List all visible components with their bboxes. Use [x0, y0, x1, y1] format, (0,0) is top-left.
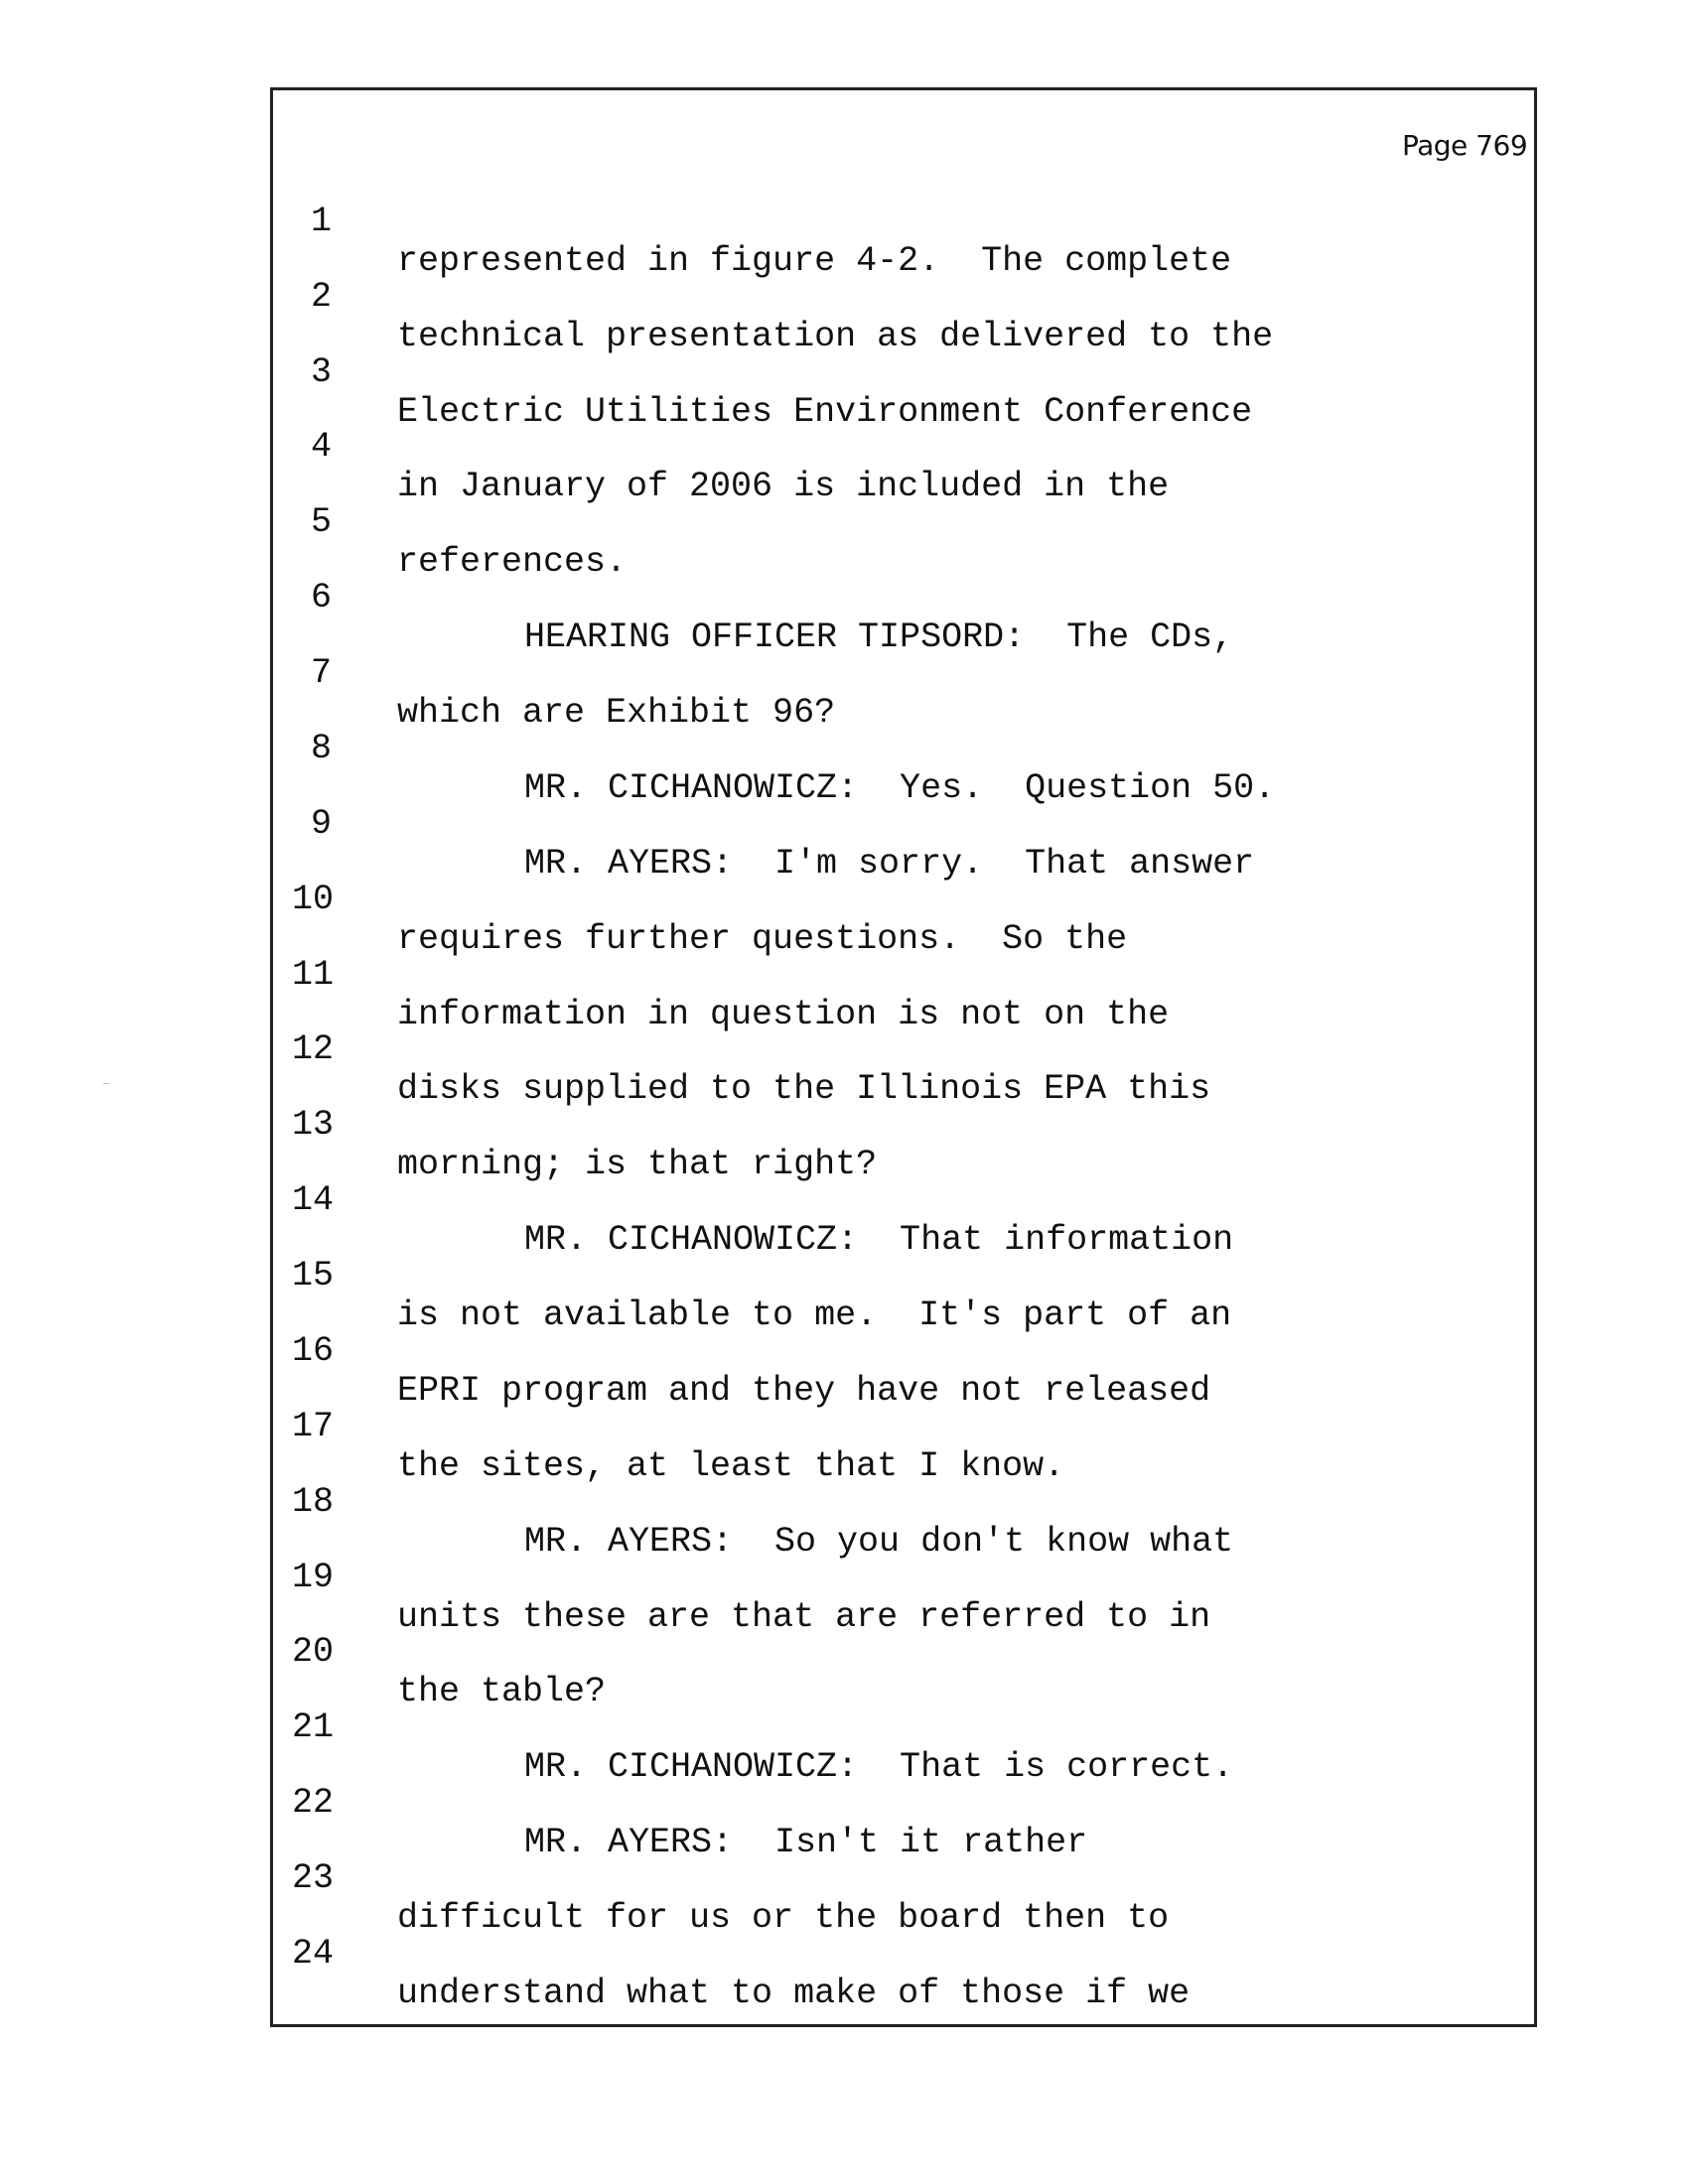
line-number: 23: [292, 1858, 335, 1898]
line-number: 13: [292, 1105, 335, 1145]
line-text: which are Exhibit 96?: [397, 693, 836, 733]
line-text: understand what to make of those if we: [397, 1974, 1191, 2013]
line-text: MR. AYERS: Isn't it rather: [524, 1823, 1088, 1862]
line-number: 11: [292, 955, 335, 995]
line-number: 14: [292, 1180, 335, 1220]
line-text: represented in figure 4-2. The complete: [397, 241, 1232, 281]
transcript-line: [0, 162, 1232, 281]
line-text: morning; is that right?: [397, 1145, 878, 1184]
line-text: information in question is not on the: [397, 995, 1170, 1034]
line-text: technical presentation as delivered to the: [397, 317, 1274, 356]
line-number: 21: [292, 1707, 335, 1747]
line-text: in January of 2006 is included in the: [397, 467, 1170, 506]
line-text: requires further questions. So the: [397, 919, 1128, 959]
line-number: 7: [310, 653, 332, 693]
line-text: difficult for us or the board then to: [397, 1898, 1170, 1938]
transcript-line: [0, 463, 628, 582]
line-text: MR. AYERS: I'm sorry. That answer: [524, 844, 1255, 884]
line-number: 5: [310, 502, 332, 542]
line-text: the table?: [397, 1672, 607, 1711]
line-number: 1: [310, 202, 332, 241]
line-number: 16: [292, 1331, 335, 1371]
line-text: HEARING OFFICER TIPSORD: The CDs,: [524, 617, 1234, 657]
line-text: MR. AYERS: So you don't know what: [524, 1522, 1234, 1562]
line-number: 4: [310, 427, 332, 467]
line-text: the sites, at least that I know.: [397, 1446, 1065, 1486]
line-number: 15: [292, 1256, 335, 1296]
transcript-line: [0, 1592, 607, 1711]
transcript-page-frame: [270, 87, 1537, 2027]
line-text: EPRI program and they have not released: [397, 1371, 1211, 1411]
line-number: 2: [310, 277, 332, 317]
line-number: 17: [292, 1407, 335, 1446]
line-number: 19: [292, 1558, 335, 1597]
line-number: 8: [310, 729, 332, 768]
line-text: references.: [397, 542, 628, 582]
line-text: MR. CICHANOWICZ: Yes. Question 50.: [524, 768, 1276, 808]
line-number: 3: [310, 352, 332, 392]
line-text: MR. CICHANOWICZ: That information: [524, 1220, 1234, 1260]
line-text: is not available to me. It's part of an: [397, 1296, 1232, 1335]
line-number: 24: [292, 1934, 335, 1974]
line-text: MR. CICHANOWICZ: That is correct.: [524, 1747, 1234, 1787]
line-number: 20: [292, 1632, 335, 1672]
line-number: 10: [292, 880, 335, 919]
line-number: 18: [292, 1482, 335, 1522]
scan-artifact-mark: [103, 1083, 109, 1084]
line-number: 6: [310, 578, 332, 617]
line-number: 12: [292, 1029, 335, 1069]
line-number: 9: [310, 804, 332, 844]
transcript-line: [0, 614, 836, 733]
line-text: disks supplied to the Illinois EPA this: [397, 1069, 1211, 1109]
line-number: 22: [292, 1783, 335, 1823]
line-text: Electric Utilities Environment Conference: [397, 392, 1253, 432]
page-number-label: Page 769: [1402, 129, 1528, 162]
line-text: units these are that are referred to in: [397, 1597, 1211, 1637]
